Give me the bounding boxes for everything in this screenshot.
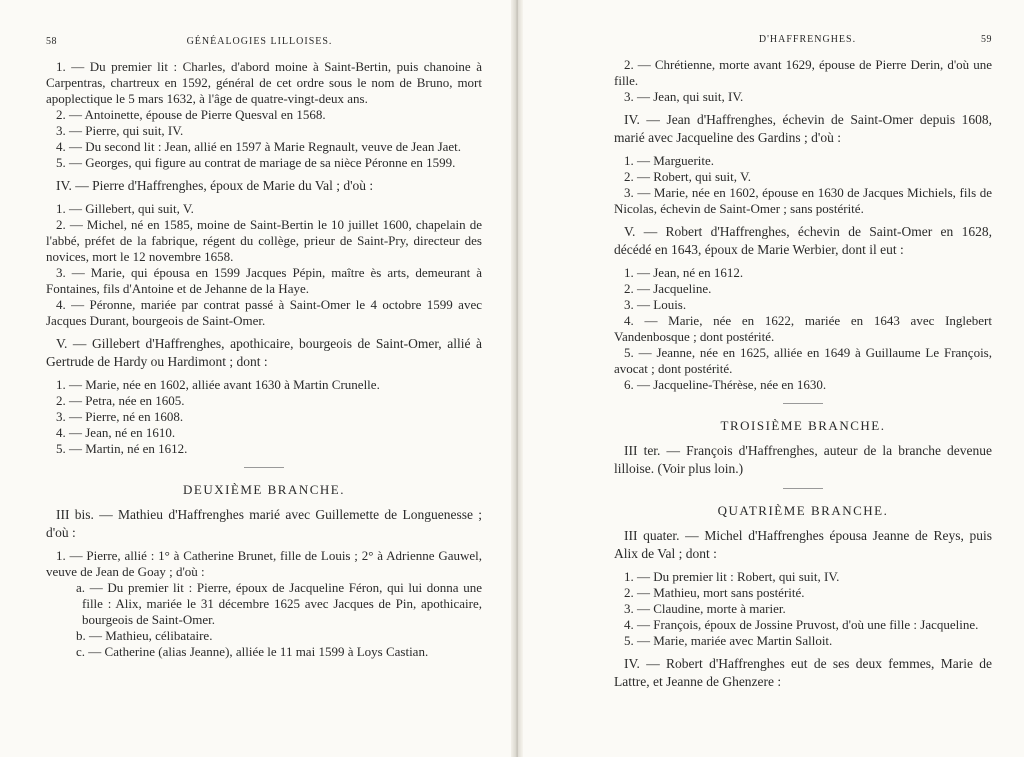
generation-paragraph: III bis. — Mathieu d'Haffrenghes marié avec Guillemette de Longuenesse ; d'où : <box>46 507 482 540</box>
entry: 1. — Du premier lit : Robert, qui suit, IV. <box>624 569 840 584</box>
right-page <box>522 0 1024 757</box>
sub-entry: c. — Catherine (alias Jeanne), alliée le 11 mai 1599 à Loys Castian. <box>76 644 429 659</box>
page-number: 59 <box>980 34 992 45</box>
entry: 5. — Jeanne, née en 1625, alliée en 1649 à Guillaume Le François, avocat ; dont postérité. <box>614 345 992 376</box>
entry: 4. — Marie, née en 1622, mariée en 1643 avec Inglebert Vandenbosque ; dont postérité. <box>614 313 992 344</box>
branch-heading: TROISIÈME BRANCHE. <box>720 418 886 433</box>
separator <box>783 488 823 489</box>
entry: 2. — Robert, qui suit, V. <box>624 169 752 184</box>
entry: 3. — Marie, née en 1602, épouse en 1630 de Jacques Michiels, fils de Nicolas, échevin de Saint-Omer ; sans postérité. <box>614 185 992 216</box>
branch-heading: QUATRIÈME BRANCHE. <box>717 503 889 518</box>
entry: 2. — Mathieu, mort sans postérité. <box>624 585 805 600</box>
entry: 4. — François, époux de Jossine Pruvost, d'où une fille : Jacqueline. <box>624 617 979 632</box>
entry: 1. — Jean, né en 1612. <box>624 265 744 280</box>
generation-paragraph: IV. — Robert d'Haffrenghes eut de ses deux femmes, Marie de Lattre, et Jeanne de Ghenzere : <box>614 656 992 689</box>
entry: 3. — Pierre, né en 1608. <box>56 409 184 424</box>
entry: 5. — Marie, mariée avec Martin Salloit. <box>624 633 833 648</box>
entry: 2. — Petra, née en 1605. <box>56 393 185 408</box>
generation-paragraph: V. — Robert d'Haffrenghes, échevin de Saint-Omer en 1628, décédé en 1643, époux de Marie Werbier, dont il eut : <box>614 224 992 257</box>
entry: 2. — Antoinette, épouse de Pierre Quesval en 1568. <box>56 107 326 122</box>
right-page-header <box>614 34 992 45</box>
entry: 3. — Louis. <box>624 297 687 312</box>
left-page-header <box>46 36 482 47</box>
entry: 3. — Marie, qui épousa en 1599 Jacques Pépin, maître ès arts, demeurant à Fontaines, fils d'Antoine et de Jehanne de la Haye. <box>46 265 482 296</box>
entry: 1. — Marguerite. <box>624 153 715 168</box>
entry: 1. — Gillebert, qui suit, V. <box>56 201 194 216</box>
generation-paragraph: III ter. — François d'Haffrenghes, auteur de la branche devenue lilloise. (Voir plus loin.) <box>614 443 992 476</box>
entry: 1. — Du premier lit : Charles, d'abord moine à Saint-Bertin, puis chanoine à Carpentras, chartreux en 1592, général de cet ordre sous le nom de Bruno, mort apoplectique le 5 mars 1632, à l'âge de quatre-vingt-deux ans. <box>46 59 482 106</box>
sub-entry: b. — Mathieu, célibataire. <box>76 628 213 643</box>
entry: 5. — Martin, né en 1612. <box>56 441 188 456</box>
entry: 1. — Marie, née en 1602, alliée avant 1630 à Martin Crunelle. <box>56 377 380 392</box>
entry: 1. — Pierre, allié : 1° à Catherine Brunet, fille de Louis ; 2° à Adrienne Gauwel, veuve de Jean de Goay ; d'où : <box>46 548 482 579</box>
separator <box>244 467 284 468</box>
generation-paragraph: IV. — Jean d'Haffrenghes, échevin de Saint-Omer depuis 1608, marié avec Jacqueline des Gardins ; d'où : <box>614 112 992 145</box>
entry: 4. — Jean, né en 1610. <box>56 425 176 440</box>
running-title: D'HAFFRENGHES. <box>758 34 857 45</box>
generation-paragraph: IV. — Pierre d'Haffrenghes, époux de Marie du Val ; d'où : <box>56 178 374 193</box>
entry: 4. — Du second lit : Jean, allié en 1597 à Marie Regnault, veuve de Jean Jaet. <box>56 139 462 154</box>
entry: 3. — Jean, qui suit, IV. <box>624 89 744 104</box>
entry: 6. — Jacqueline-Thérèse, née en 1630. <box>624 377 827 392</box>
generation-paragraph: III quater. — Michel d'Haffrenghes épousa Jeanne de Reys, puis Alix de Val ; dont : <box>614 528 992 561</box>
generation-paragraph: V. — Gillebert d'Haffrenghes, apothicaire, bourgeois de Saint-Omer, allié à Gertrude de Hardy ou Hardimont ; dont : <box>46 336 482 369</box>
page-number: 58 <box>46 36 57 47</box>
entry: 5. — Georges, qui figure au contrat de mariage de sa nièce Péronne en 1599. <box>56 155 456 170</box>
entry: 2. — Jacqueline. <box>624 281 712 296</box>
sub-entry: a. — Du premier lit : Pierre, époux de Jacqueline Féron, qui lui donna une fille : Alix, mariée le 31 décembre 1625 avec Jacques de Pin, apothicaire, bourgeois de Saint-Omer. <box>76 580 482 627</box>
branch-heading: DEUXIÈME BRANCHE. <box>183 482 345 497</box>
entry: 2. — Chrétienne, morte avant 1629, épouse de Pierre Derin, d'où une fille. <box>614 57 992 88</box>
separator <box>783 403 823 404</box>
entry: 3. — Claudine, morte à marier. <box>624 601 786 616</box>
running-title: GÉNÉALOGIES LILLOISES. <box>186 36 333 47</box>
entry: 4. — Péronne, mariée par contrat passé à Saint-Omer le 4 octobre 1599 avec Jacques Durant, bourgeois de Saint-Omer. <box>46 297 482 328</box>
entry: 3. — Pierre, qui suit, IV. <box>56 123 184 138</box>
entry: 2. — Michel, né en 1585, moine de Saint-Bertin le 10 juillet 1600, chapelain de l'abbé, préfet de la fabrique, régent du collège, prieur de Saint-Pry, directeur des novices, mort le 12 novembre 1658. <box>46 217 482 264</box>
